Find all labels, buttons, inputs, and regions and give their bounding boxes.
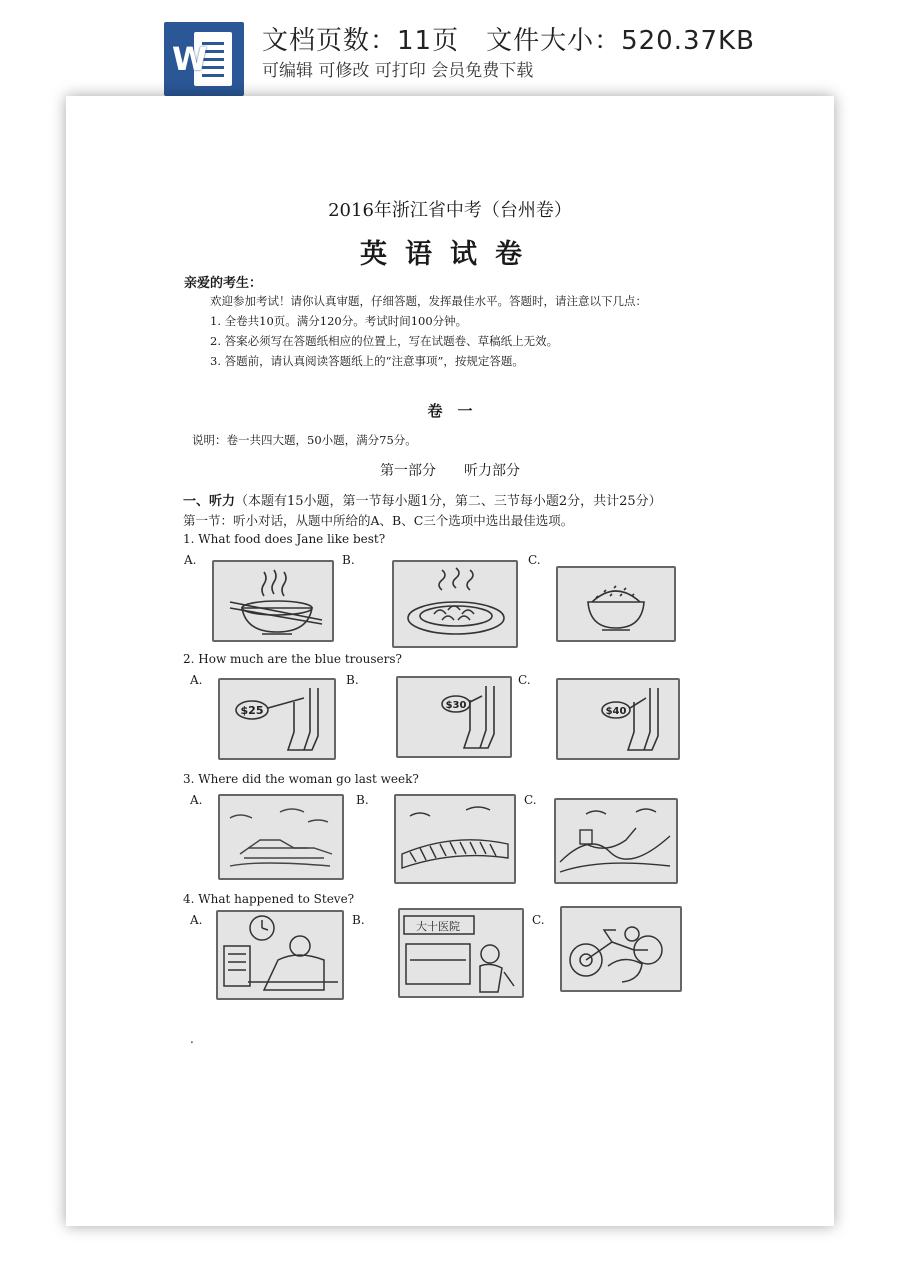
exam-title: 2016年浙江省中考（台州卷） (328, 200, 572, 221)
q1-option-a: A. (184, 553, 197, 567)
q3-option-b: B. (356, 793, 369, 807)
q3-option-c: C. (524, 793, 537, 807)
q1-picture-noodle-bowl (212, 560, 334, 642)
q2-price-c: $40 (605, 706, 627, 717)
file-info-subtitle: 可编辑 可修改 可打印 会员免费下载 (262, 61, 534, 81)
listening-instructions: 第一节：听小对话，从题中所给的A、B、C三个选项中选出最佳选项。 (183, 513, 574, 528)
file-info-title: 文档页数：11页 文件大小：520.37KB (262, 26, 755, 56)
q2-price-a: $25 (240, 704, 264, 717)
note-3: 3. 答题前，请认真阅读答题纸上的“注意事项”，按规定答题。 (210, 354, 524, 368)
document-page (66, 96, 834, 1226)
q4-option-c: C. (532, 913, 545, 927)
hospital-sign-text: 大十医院 (416, 920, 460, 933)
q3-picture-birds-nest (394, 794, 516, 884)
question-4: 4. What happened to Steve? (183, 892, 355, 906)
exam-subject-title: 英语试卷 (360, 239, 540, 270)
q2-option-a: A. (190, 673, 203, 687)
q2-option-c: C. (518, 673, 531, 687)
q1-option-b: B. (342, 553, 355, 567)
word-letter: W (172, 40, 208, 78)
q2-option-b: B. (346, 673, 359, 687)
q3-picture-great-wall (554, 798, 678, 884)
q2-picture-trousers-25 (218, 678, 336, 760)
section-heading: 卷 一 (427, 402, 473, 420)
note-2: 2. 答案必须写在答题纸相应的位置上，写在试题卷、草稿纸上无效。 (210, 334, 559, 348)
greeting: 亲爱的考生： (184, 276, 263, 291)
q2-picture-trousers-30 (396, 676, 512, 758)
q1-option-c: C. (528, 553, 541, 567)
question-3: 3. Where did the woman go last week? (183, 772, 419, 786)
q3-picture-tiananmen (218, 794, 344, 880)
listening-heading-line (183, 490, 662, 509)
q2-picture-trousers-40 (556, 678, 680, 760)
q4-option-a: A. (190, 913, 203, 927)
q4-picture-bike-accident (560, 906, 682, 992)
q2-price-b: $30 (445, 700, 467, 711)
q4-picture-sleeping-late (216, 910, 344, 1000)
q4-option-b: B. (352, 913, 365, 927)
document-page-shadow (66, 96, 834, 1226)
part-heading: 第一部分 听力部分 (380, 463, 520, 479)
listening-detail: （本题有15小题，第一节每小题1分，第二、三节每小题2分，共计25分） (235, 494, 662, 509)
q1-picture-rice-bowl (556, 566, 676, 642)
note-1: 1. 全卷共10页。满分120分。考试时间100分钟。 (210, 314, 468, 328)
q1-picture-dumpling-plate (392, 560, 518, 648)
word-document-icon (164, 22, 244, 96)
question-1: 1. What food does Jane like best? (183, 532, 386, 546)
intro-text: 欢迎参加考试！请你认真审题，仔细答题，发挥最佳水平。答题时，请注意以下几点： (210, 294, 647, 308)
footer-dot: . (190, 1032, 194, 1046)
q3-option-a: A. (190, 793, 203, 807)
download-banner (0, 0, 900, 96)
q4-picture-hospital (398, 908, 524, 998)
listening-heading: 一、听力 (183, 494, 236, 509)
section-note: 说明：卷一共四大题，50小题，满分75分。 (192, 433, 417, 447)
question-2: 2. How much are the blue trousers? (183, 652, 402, 666)
